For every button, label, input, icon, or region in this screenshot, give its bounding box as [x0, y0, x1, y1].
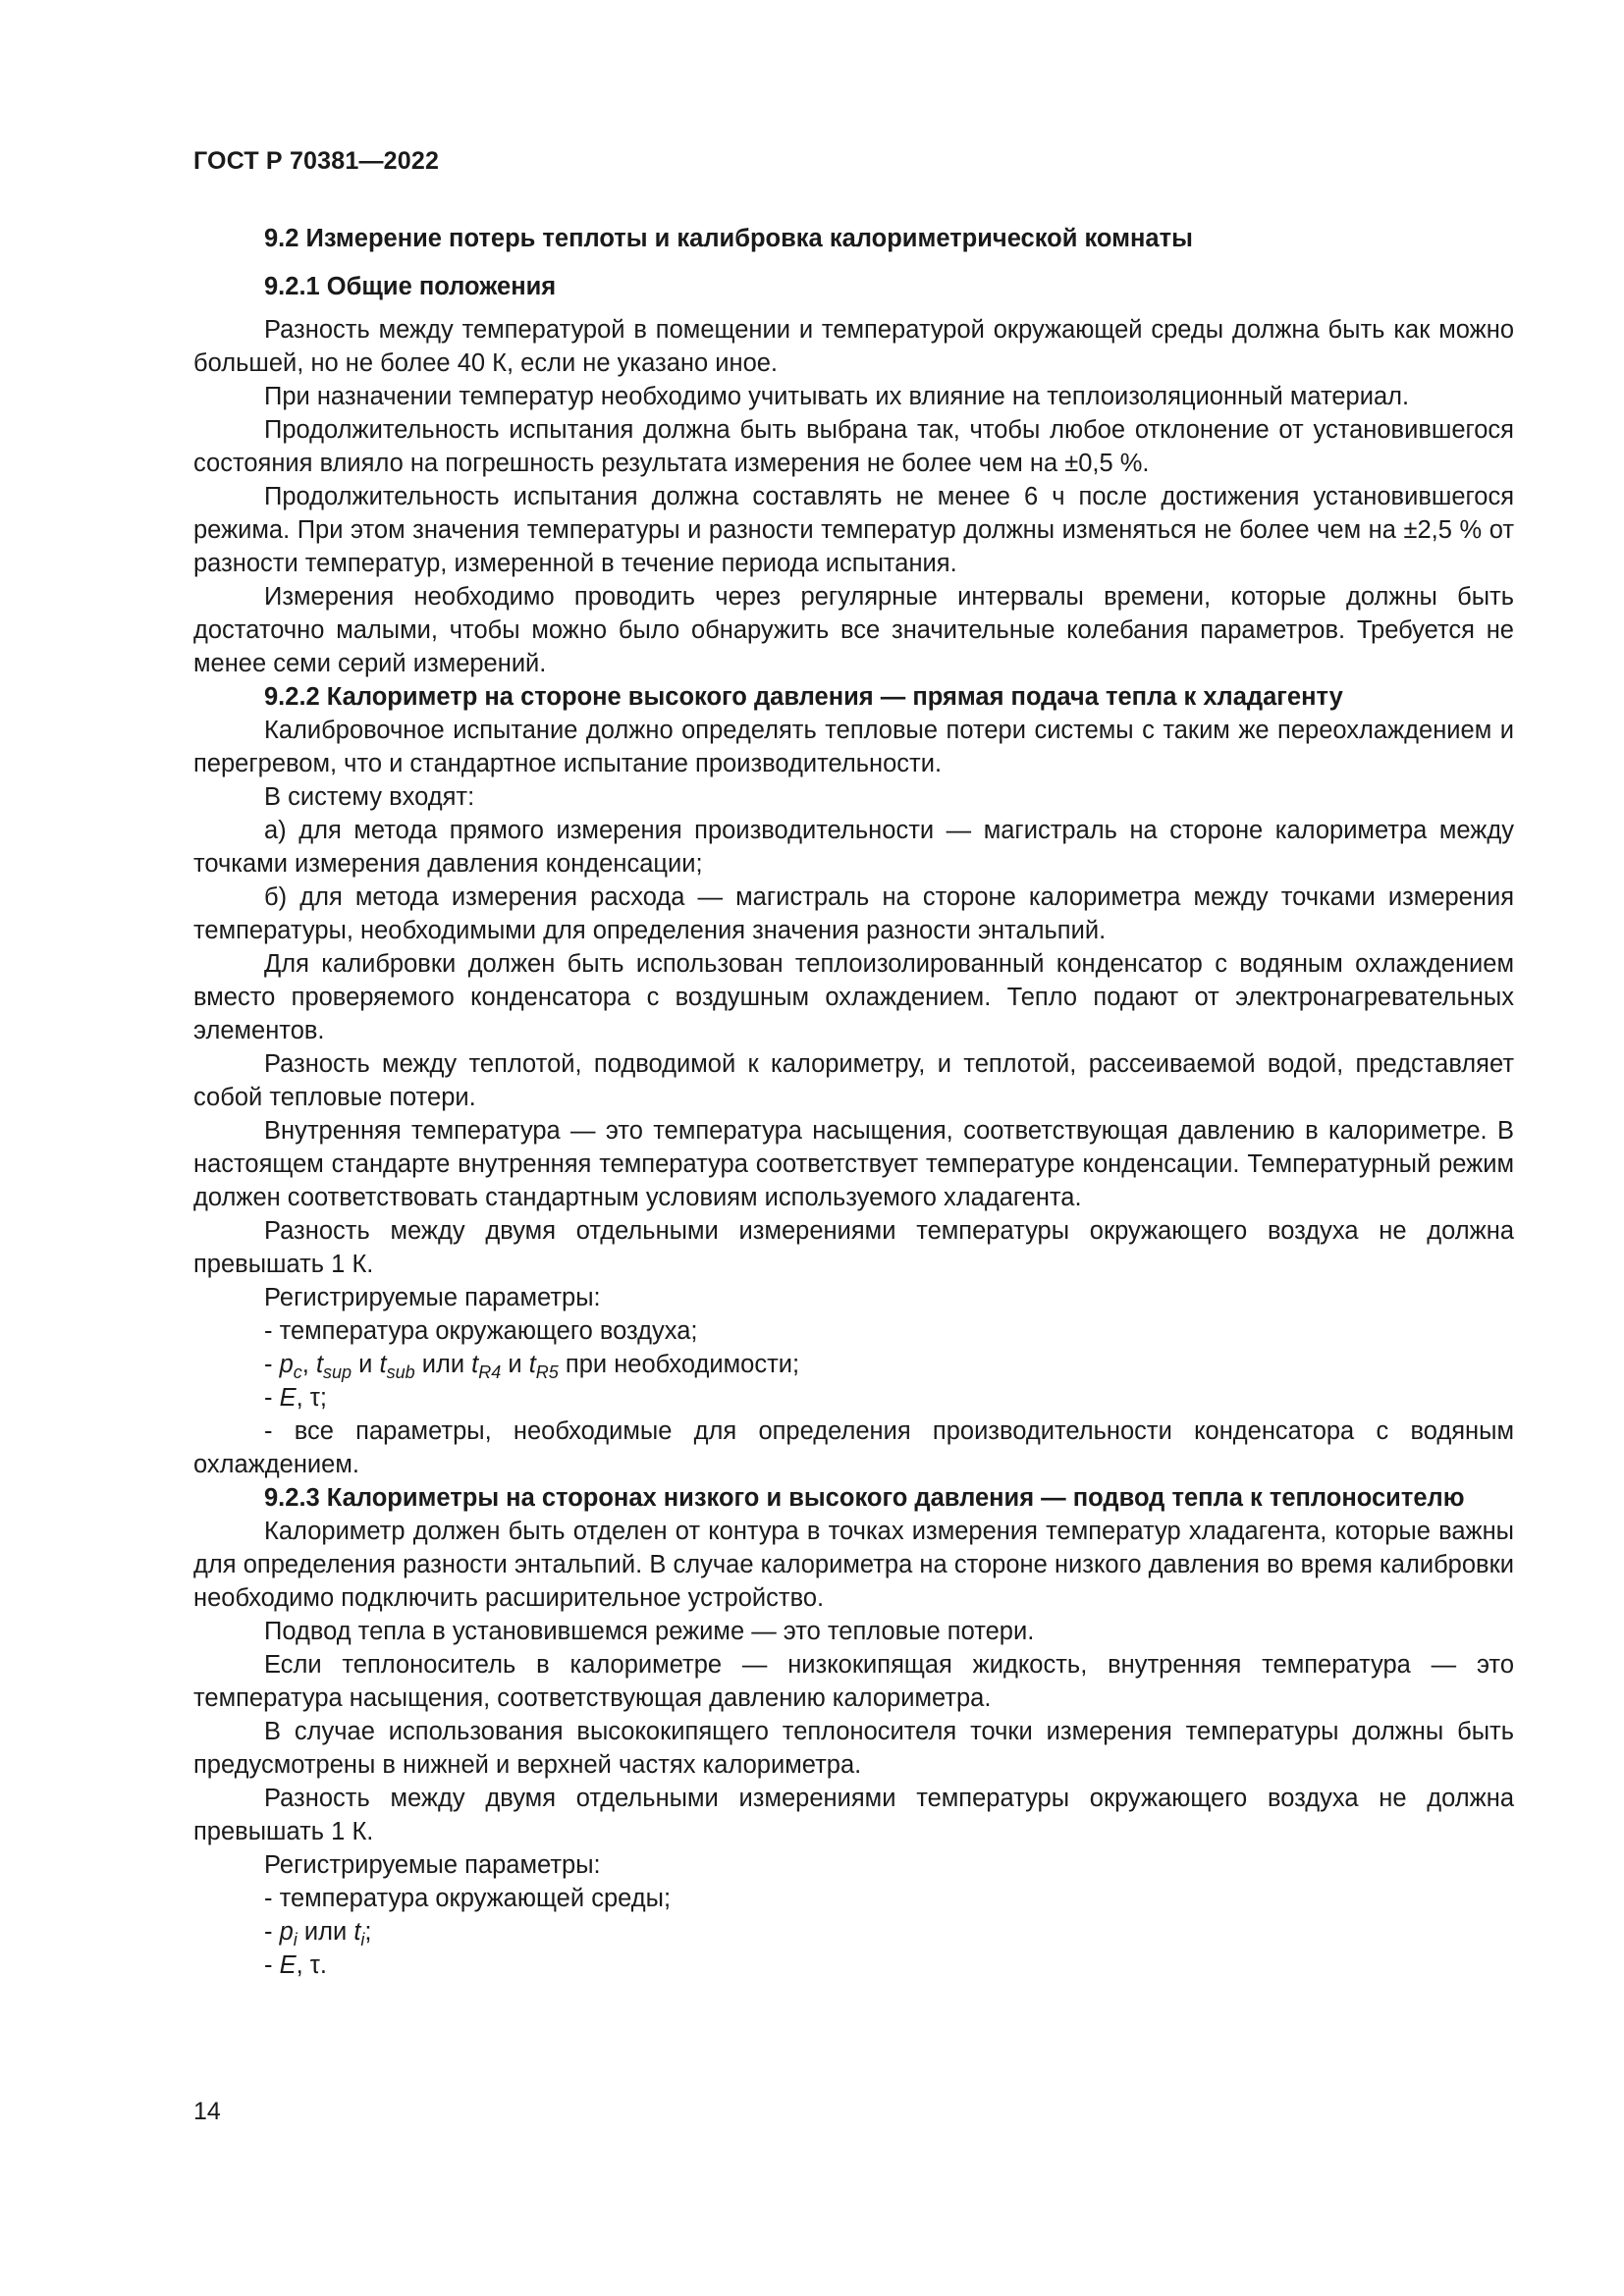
section-heading-9-2-2: 9.2.2 Калориметр на стороне высокого давления — прямая подача тепла к хладагенту [264, 683, 1343, 711]
document-body [193, 222, 1514, 1982]
paragraph: Калориметр должен быть отделен от контура в точках измерения температур хладагента, которые важны для определения разности энтальпий. В случае калориметра на стороне низкого давления во время калибровки необходимо подключить расширительное устройство. [193, 1518, 1514, 1612]
section-heading-9-2: 9.2 Измерение потерь теплоты и калибровка калориметрической комнаты [264, 225, 1193, 252]
parameter-item-formula: - E, τ; [264, 1384, 327, 1412]
paragraph: Разность между теплотой, подводимой к калориметру, и теплотой, рассеиваемой водой, представляет собой тепловые потери. [193, 1050, 1514, 1111]
paragraph: Для калибровки должен быть использован теплоизолированный конденсатор с водяным охлаждением вместо проверяемого конденсатора с воздушным охлаждением. Тепло подают от электронагревательных элементов. [193, 950, 1514, 1044]
parameter-item-formula: - E, τ. [264, 1951, 327, 1979]
parameter-item: - температура окружающей среды; [264, 1885, 672, 1912]
paragraph: Разность между двумя отдельными измерениями температуры окружающего воздуха не должна превышать 1 К. [193, 1217, 1514, 1278]
document-header: ГОСТ Р 70381—2022 [193, 147, 440, 175]
list-item: а) для метода прямого измерения производительности — магистраль на стороне калориметра между точками измерения давления конденсации; [193, 817, 1514, 878]
paragraph: Если теплоноситель в калориметре — низкокипящая жидкость, внутренняя температура — это температура насыщения, соответствующая давлению калориметра. [193, 1651, 1514, 1712]
section-heading-9-2-3: 9.2.3 Калориметры на сторонах низкого и высокого давления — подвод тепла к теплоносителю [264, 1484, 1465, 1512]
parameter-item-formula: - $p_c$, $t_{sup}$ и $t_{sub}$ или $t_{R4}$ и $t_{R5}$ при необходимости; [264, 1351, 800, 1382]
page-number: 14 [193, 2098, 221, 2125]
paragraph: При назначении температур необходимо учитывать их влияние на теплоизоляционный материал. [264, 383, 1410, 410]
paragraph: Продолжительность испытания должна составлять не менее 6 ч после достижения установившегося режима. При этом значения температуры и разности температур должны изменяться не более чем на ±2,5 % от разности температур, измеренной в течение периода испытания. [193, 483, 1514, 577]
paragraph: В случае использования высококипящего теплоносителя точки измерения температуры должны быть предусмотрены в нижней и верхней частях калориметра. [193, 1718, 1514, 1779]
paragraph: Измерения необходимо проводить через регулярные интервалы времени, которые должны быть достаточно малыми, чтобы можно было обнаружить все значительные колебания параметров. Требуется не менее семи серий измерений. [193, 583, 1514, 677]
paragraph: Внутренняя температура — это температура насыщения, соответствующая давлению в калориметре. В настоящем стандарте внутренняя температура соответствует температуре конденсации. Температурный режим должен соответствовать стандартным условиям используемого хладагента. [193, 1117, 1514, 1211]
paragraph: Продолжительность испытания должна быть выбрана так, чтобы любое отклонение от установившегося состояния влияло на погрешность результата измерения не более чем на ±0,5 %. [193, 416, 1514, 477]
paragraph: Разность между температурой в помещении и температурой окружающей среды должна быть как можно большей, но не более 40 К, если не указано иное. [193, 316, 1514, 377]
paragraph: Калибровочное испытание должно определять тепловые потери системы с таким же переохлаждением и перегревом, что и стандартное испытание производительности. [193, 717, 1514, 777]
paragraph: Подвод тепла в установившемся режиме — это тепловые потери. [264, 1618, 1035, 1645]
section-heading-9-2-1: 9.2.1 Общие положения [264, 273, 557, 300]
parameter-item: - температура окружающего воздуха; [264, 1317, 698, 1345]
paragraph: В систему входят: [264, 783, 475, 811]
paragraph: Регистрируемые параметры: [264, 1851, 601, 1879]
parameter-item: - все параметры, необходимые для определения производительности конденсатора с водяным охлаждением. [193, 1417, 1514, 1478]
list-item: б) для метода измерения расхода — магистраль на стороне калориметра между точками измерения температуры, необходимыми для определения значения разности энтальпий. [193, 883, 1514, 944]
parameter-item-formula: - $p_i$ или $t_i$; [264, 1918, 372, 1949]
paragraph: Регистрируемые параметры: [264, 1284, 601, 1311]
paragraph: Разность между двумя отдельными измерениями температуры окружающего воздуха не должна превышать 1 К. [193, 1785, 1514, 1845]
